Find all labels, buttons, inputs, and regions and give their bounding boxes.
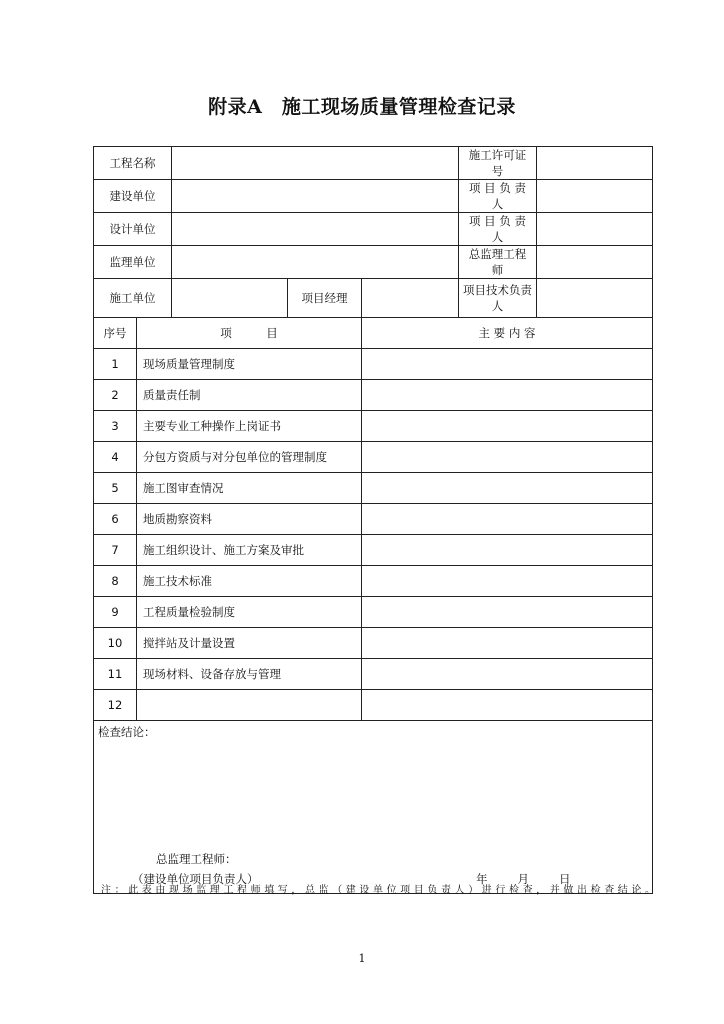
row-no: 6: [94, 504, 137, 535]
row-item: 分包方资质与对分包单位的管理制度: [137, 442, 362, 473]
conclusion-label: 检查结论：: [98, 725, 156, 739]
field-supervision-unit[interactable]: [172, 246, 459, 279]
label-project-manager: 项目经理: [288, 279, 362, 318]
quality-check-table: [93, 146, 653, 894]
row-item: 地质勘察资料: [137, 504, 362, 535]
row-content-field[interactable]: [362, 690, 653, 721]
page-number: 1: [358, 952, 366, 965]
row-content-field[interactable]: [362, 442, 653, 473]
table-row: [94, 659, 653, 690]
row-no: 11: [94, 659, 137, 690]
row-contractor-unit: [94, 279, 653, 318]
table-row: [94, 349, 653, 380]
row-item: 搅拌站及计量设置: [137, 628, 362, 659]
page-title: 附录A 施工现场质量管理检查记录: [208, 96, 516, 118]
table-row: [94, 411, 653, 442]
label-construction-unit: 建设单位: [94, 180, 172, 213]
row-no: 5: [94, 473, 137, 504]
col-header-item: 项 目: [137, 318, 362, 349]
field-permit-no[interactable]: [537, 147, 653, 180]
row-no: 10: [94, 628, 137, 659]
row-content-field[interactable]: [362, 411, 653, 442]
row-item: 施工图审查情况: [137, 473, 362, 504]
row-content-field[interactable]: [362, 504, 653, 535]
table-row: [94, 690, 653, 721]
row-item: 质量责任制: [137, 380, 362, 411]
row-content-field[interactable]: [362, 535, 653, 566]
row-no: 2: [94, 380, 137, 411]
row-item: 现场材料、设备存放与管理: [137, 659, 362, 690]
table-row: [94, 473, 653, 504]
table-row: [94, 628, 653, 659]
row-no: 8: [94, 566, 137, 597]
label-project-leader-2: 项 目 负 责 人: [459, 213, 537, 246]
month-label: 月: [517, 872, 529, 886]
row-content-field[interactable]: [362, 349, 653, 380]
label-project-name: 工程名称: [94, 147, 172, 180]
row-item: 施工技术标准: [137, 566, 362, 597]
row-project-name: [94, 147, 653, 180]
table-row: [94, 380, 653, 411]
row-construction-unit: [94, 180, 653, 213]
row-conclusion: [94, 721, 653, 894]
label-chief-supervisor: 总监理工程师: [459, 246, 537, 279]
row-item: [137, 690, 362, 721]
row-item: 主要专业工种操作上岗证书: [137, 411, 362, 442]
row-content-field[interactable]: [362, 473, 653, 504]
field-construction-unit[interactable]: [172, 180, 459, 213]
row-content-field[interactable]: [362, 566, 653, 597]
owner-leader-label: （建设单位项目负责人）: [132, 872, 259, 886]
row-content-field[interactable]: [362, 628, 653, 659]
table-row: [94, 504, 653, 535]
row-item: 工程质量检验制度: [137, 597, 362, 628]
table-row: [94, 442, 653, 473]
row-content-field[interactable]: [362, 597, 653, 628]
label-tech-leader: 项目技术负责人: [459, 279, 537, 318]
footnote: 注：此表由现场监理工程师填写，总监（建设单位项目负责人）进行检查，并做出检查结论。: [101, 885, 659, 896]
field-contractor-unit[interactable]: [172, 279, 288, 318]
row-no: 12: [94, 690, 137, 721]
label-design-unit: 设计单位: [94, 213, 172, 246]
row-supervision-unit: [94, 246, 653, 279]
field-project-leader-2[interactable]: [537, 213, 653, 246]
col-header-content: 主 要 内 容: [362, 318, 653, 349]
label-permit-no: 施工许可证号: [459, 147, 537, 180]
field-project-manager[interactable]: [362, 279, 459, 318]
field-design-unit[interactable]: [172, 213, 459, 246]
row-no: 4: [94, 442, 137, 473]
day-label: 日: [559, 872, 571, 886]
conclusion-area[interactable]: [94, 721, 653, 894]
row-no: 3: [94, 411, 137, 442]
row-item: 现场质量管理制度: [137, 349, 362, 380]
table-row: [94, 597, 653, 628]
field-chief-supervisor[interactable]: [537, 246, 653, 279]
row-no: 9: [94, 597, 137, 628]
year-label: 年: [476, 872, 488, 886]
row-content-field[interactable]: [362, 380, 653, 411]
row-item: 施工组织设计、施工方案及审批: [137, 535, 362, 566]
col-header-no: 序号: [94, 318, 137, 349]
table-row: [94, 535, 653, 566]
row-content-field[interactable]: [362, 659, 653, 690]
field-project-leader-1[interactable]: [537, 180, 653, 213]
field-project-name[interactable]: [172, 147, 459, 180]
row-no: 1: [94, 349, 137, 380]
row-design-unit: [94, 213, 653, 246]
row-column-headers: [94, 318, 653, 349]
table-row: [94, 566, 653, 597]
chief-engineer-signature-label: 总监理工程师：: [156, 852, 237, 866]
label-contractor-unit: 施工单位: [94, 279, 172, 318]
label-project-leader-1: 项 目 负 责 人: [459, 180, 537, 213]
label-supervision-unit: 监理单位: [94, 246, 172, 279]
row-no: 7: [94, 535, 137, 566]
field-tech-leader[interactable]: [537, 279, 653, 318]
